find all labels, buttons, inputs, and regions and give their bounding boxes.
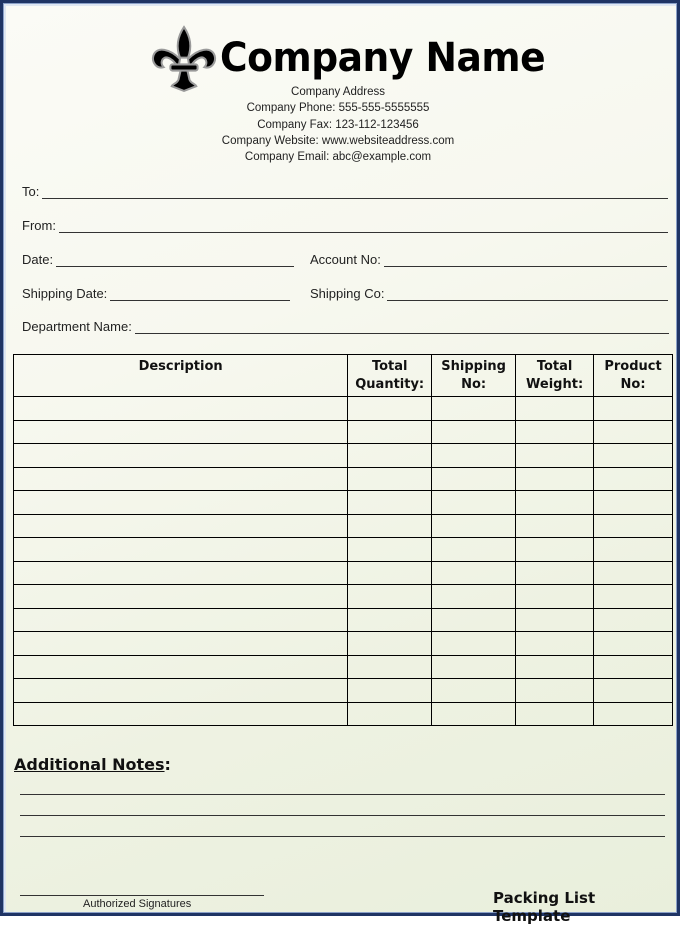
- shipping-date-label: Shipping Date:: [22, 286, 108, 301]
- date-input-line[interactable]: [56, 255, 294, 267]
- cell-total-quantity[interactable]: [348, 608, 432, 632]
- cell-shipping-no[interactable]: [432, 632, 516, 656]
- table-row: [14, 679, 673, 703]
- column-header-shipping-no: Shipping No:: [432, 355, 516, 397]
- cell-description[interactable]: [14, 561, 348, 585]
- signature-line[interactable]: [20, 895, 264, 896]
- account-no-input-line[interactable]: [384, 255, 667, 267]
- cell-total-quantity[interactable]: [348, 702, 432, 726]
- shipping-co-field[interactable]: [310, 286, 668, 301]
- cell-product-no[interactable]: [594, 585, 673, 609]
- cell-description[interactable]: [14, 467, 348, 491]
- cell-total-quantity[interactable]: [348, 444, 432, 468]
- account-no-field[interactable]: [310, 252, 667, 267]
- cell-total-weight[interactable]: [516, 491, 594, 515]
- cell-product-no[interactable]: [594, 467, 673, 491]
- table-row: [14, 655, 673, 679]
- cell-product-no[interactable]: [594, 397, 673, 421]
- company-address: Company Address: [291, 86, 385, 98]
- cell-product-no[interactable]: [594, 655, 673, 679]
- cell-total-quantity[interactable]: [348, 420, 432, 444]
- table-row: [14, 608, 673, 632]
- cell-shipping-no[interactable]: [432, 420, 516, 444]
- cell-product-no[interactable]: [594, 444, 673, 468]
- authorized-signatures-label: Authorized Signatures: [83, 898, 192, 910]
- cell-shipping-no[interactable]: [432, 561, 516, 585]
- cell-total-weight[interactable]: [516, 608, 594, 632]
- company-website: Company Website: www.websiteaddress.com: [221, 135, 455, 147]
- company-phone: Company Phone: 555-555-5555555: [246, 102, 430, 114]
- cell-total-weight[interactable]: [516, 420, 594, 444]
- cell-shipping-no[interactable]: [432, 514, 516, 538]
- table-row: [14, 397, 673, 421]
- table-row: [14, 467, 673, 491]
- cell-product-no[interactable]: [594, 632, 673, 656]
- department-name-field[interactable]: [22, 319, 669, 334]
- cell-total-weight[interactable]: [516, 514, 594, 538]
- company-email: Company Email: abc@example.com: [244, 151, 432, 163]
- cell-description[interactable]: [14, 655, 348, 679]
- cell-product-no[interactable]: [594, 420, 673, 444]
- table-row: [14, 702, 673, 726]
- cell-total-quantity[interactable]: [348, 538, 432, 562]
- fleur-de-lis-icon: [150, 25, 218, 93]
- department-name-input-line[interactable]: [135, 322, 669, 334]
- table-row: [14, 538, 673, 562]
- cell-description[interactable]: [14, 585, 348, 609]
- packing-list-table: [13, 354, 673, 726]
- cell-total-weight[interactable]: [516, 655, 594, 679]
- table-row: [14, 491, 673, 515]
- note-line[interactable]: [20, 836, 665, 837]
- from-input-line[interactable]: [59, 221, 668, 233]
- cell-description[interactable]: [14, 397, 348, 421]
- cell-total-weight[interactable]: [516, 585, 594, 609]
- from-label: From:: [22, 218, 56, 233]
- cell-description[interactable]: [14, 679, 348, 703]
- table-body: [14, 397, 673, 726]
- cell-total-quantity[interactable]: [348, 561, 432, 585]
- department-name-label: Department Name:: [22, 319, 132, 334]
- cell-total-quantity[interactable]: [348, 679, 432, 703]
- cell-total-weight[interactable]: [516, 538, 594, 562]
- cell-product-no[interactable]: [594, 679, 673, 703]
- cell-total-quantity[interactable]: [348, 467, 432, 491]
- cell-total-quantity[interactable]: [348, 655, 432, 679]
- account-no-label: Account No:: [310, 252, 381, 267]
- cell-total-quantity[interactable]: [348, 397, 432, 421]
- shipping-co-input-line[interactable]: [387, 289, 668, 301]
- cell-total-quantity[interactable]: [348, 491, 432, 515]
- cell-total-quantity[interactable]: [348, 514, 432, 538]
- column-header-description: Description: [14, 355, 348, 397]
- shipping-co-label: Shipping Co:: [310, 286, 385, 301]
- cell-shipping-no[interactable]: [432, 679, 516, 703]
- cell-shipping-no[interactable]: [432, 444, 516, 468]
- cell-total-weight[interactable]: [516, 467, 594, 491]
- table-row: [14, 444, 673, 468]
- cell-shipping-no[interactable]: [432, 538, 516, 562]
- to-label: To:: [22, 184, 40, 199]
- company-name: Company Name: [220, 35, 546, 81]
- column-header-product-no: Product No:: [594, 355, 673, 397]
- cell-description[interactable]: [14, 608, 348, 632]
- cell-product-no[interactable]: [594, 491, 673, 515]
- cell-description[interactable]: [14, 514, 348, 538]
- column-header-total-weight: Total Weight:: [516, 355, 594, 397]
- cell-description[interactable]: [14, 444, 348, 468]
- cell-description[interactable]: [14, 538, 348, 562]
- to-field[interactable]: [22, 184, 668, 199]
- cell-shipping-no[interactable]: [432, 655, 516, 679]
- to-input-line[interactable]: [42, 187, 668, 199]
- shipping-date-field[interactable]: [22, 286, 290, 301]
- column-header-total-quantity: Total Quantity:: [348, 355, 432, 397]
- cell-description[interactable]: [14, 702, 348, 726]
- cell-shipping-no[interactable]: [432, 608, 516, 632]
- cell-description[interactable]: [14, 420, 348, 444]
- cell-description[interactable]: [14, 632, 348, 656]
- cell-shipping-no[interactable]: [432, 467, 516, 491]
- table-header-row: [14, 355, 673, 397]
- note-line[interactable]: [20, 794, 665, 795]
- cell-product-no[interactable]: [594, 538, 673, 562]
- cell-shipping-no[interactable]: [432, 397, 516, 421]
- company-fax: Company Fax: 123-112-123456: [257, 119, 419, 131]
- cell-total-weight[interactable]: [516, 444, 594, 468]
- cell-total-weight[interactable]: [516, 561, 594, 585]
- cell-description[interactable]: [14, 491, 348, 515]
- note-line[interactable]: [20, 815, 665, 816]
- cell-shipping-no[interactable]: [432, 702, 516, 726]
- cell-product-no[interactable]: [594, 702, 673, 726]
- shipping-date-input-line[interactable]: [110, 289, 290, 301]
- cell-product-no[interactable]: [594, 561, 673, 585]
- packing-list-template-title: Packing List Template: [493, 889, 596, 925]
- cell-product-no[interactable]: [594, 608, 673, 632]
- cell-total-quantity[interactable]: [348, 585, 432, 609]
- table-row: [14, 561, 673, 585]
- cell-shipping-no[interactable]: [432, 491, 516, 515]
- table-row: [14, 632, 673, 656]
- cell-total-weight[interactable]: [516, 397, 594, 421]
- cell-total-weight[interactable]: [516, 632, 594, 656]
- table-row: [14, 514, 673, 538]
- from-field[interactable]: [22, 218, 668, 233]
- cell-total-weight[interactable]: [516, 702, 594, 726]
- date-label: Date:: [22, 252, 54, 267]
- cell-total-weight[interactable]: [516, 679, 594, 703]
- cell-product-no[interactable]: [594, 514, 673, 538]
- cell-shipping-no[interactable]: [432, 585, 516, 609]
- cell-total-quantity[interactable]: [348, 632, 432, 656]
- additional-notes-title: Additional Notes:: [14, 755, 171, 774]
- table-row: [14, 420, 673, 444]
- date-field[interactable]: [22, 252, 294, 267]
- table-row: [14, 585, 673, 609]
